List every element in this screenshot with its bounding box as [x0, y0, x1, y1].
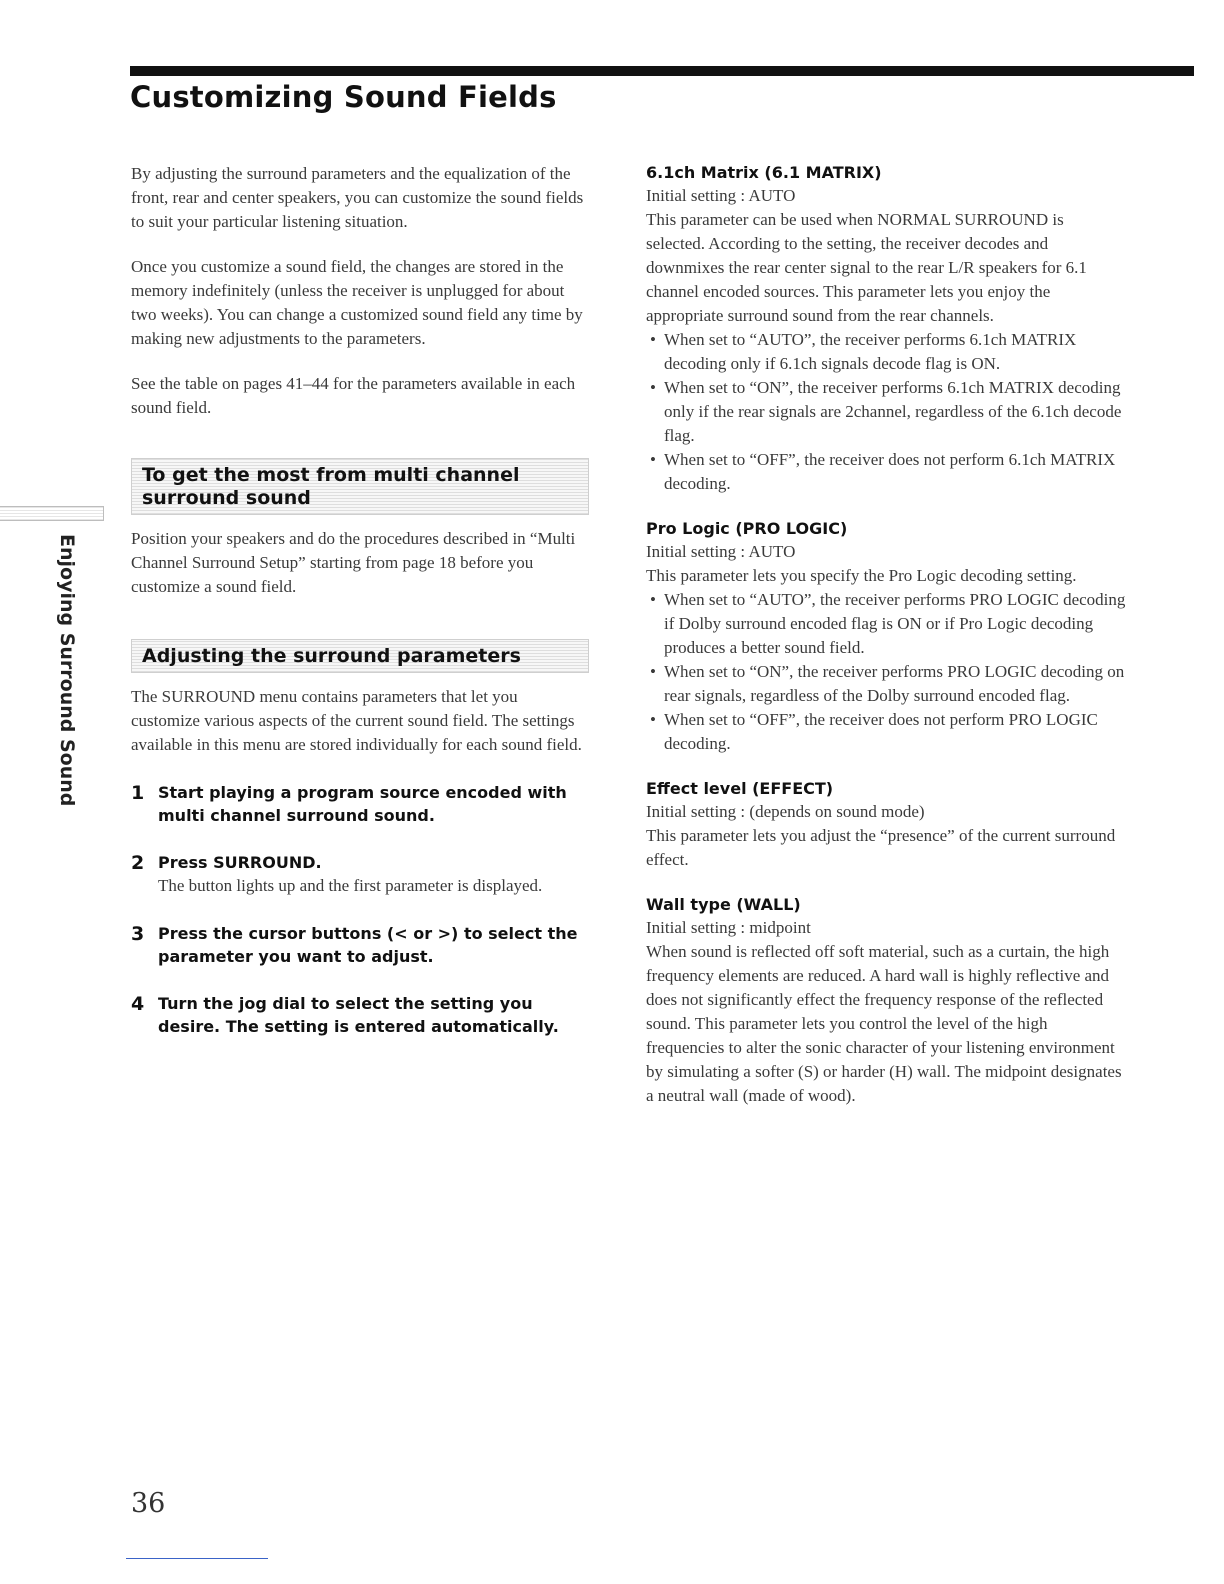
tip-paragraph: Position your speakers and do the procedures described in “Multi Channel Surround Setup” starting from page 18 before you customize a sound field. [131, 529, 576, 596]
step-3 [131, 922, 589, 968]
bullet-item: • When set to “OFF”, the receiver does not perform PRO LOGIC decoding. [646, 708, 1126, 756]
param-description: This parameter lets you specify the Pro Logic decoding setting. [646, 566, 1077, 585]
adjust-paragraph: The SURROUND menu contains parameters that let you customize various aspects of the current sound field. The settings available in this menu are stored individually for each sound field. [131, 687, 582, 754]
param-effect-level [646, 778, 1126, 872]
intro-paragraph: Once you customize a sound field, the changes are stored in the memory indefinitely (unless the receiver is unplugged for about two weeks). You can change a customized sound field any time by making new adjustments to the parameters. [131, 257, 583, 348]
right-column [646, 162, 1126, 1130]
intro-paragraph: See the table on pages 41–44 for the parameters available in each sound field. [131, 374, 576, 417]
step-title: Press the cursor buttons (< or >) to select the parameter you want to adjust. [158, 924, 578, 966]
side-tab-marker [0, 506, 104, 521]
param-initial-setting: Initial setting : AUTO [646, 186, 796, 205]
param-initial-setting: Initial setting : midpoint [646, 918, 811, 937]
step-title: Turn the jog dial to select the setting you desire. The setting is entered automatically. [158, 994, 559, 1036]
param-title: Wall type (WALL) [646, 895, 801, 914]
param-title: 6.1ch Matrix (6.1 MATRIX) [646, 163, 882, 182]
section-heading-text: To get the most from multi channel surround sound [142, 464, 520, 509]
left-column [131, 162, 589, 1062]
param-description: This parameter can be used when NORMAL SURROUND is selected. According to the setting, the receiver decodes and downmixes the rear center signal to the rear L/R speakers for 6.1 channel encoded sources. This parameter lets you enjoy the appropriate surround sound from the rear channels. [646, 210, 1087, 325]
step-2 [131, 851, 589, 898]
param-6-1ch-matrix [646, 162, 1126, 496]
step-number: 1 [131, 782, 145, 804]
param-wall-type [646, 894, 1126, 1108]
step-number: 2 [131, 852, 145, 874]
intro-paragraph: By adjusting the surround parameters and the equalization of the front, rear and center speakers, you can customize the sound fields to suit your particular listening situation. [131, 164, 584, 231]
step-title: Press SURROUND. [158, 853, 322, 872]
footer-rule [126, 1558, 268, 1559]
step-number: 3 [131, 923, 145, 945]
bullet-item: • When set to “AUTO”, the receiver performs 6.1ch MATRIX decoding only if 6.1ch signals decode flag is ON. [646, 328, 1126, 376]
param-description: When sound is reflected off soft material, such as a curtain, the high frequency elements are reduced. A hard wall is highly reflective and does not significantly effect the frequency response of the reflected sound. This parameter lets you control the level of the high frequencies to alter the sonic character of your listening environment by simulating a softer (S) or harder (H) wall. The midpoint designates a neutral wall (made of wood). [646, 942, 1122, 1105]
header-rule [130, 66, 1194, 76]
bullet-item: • When set to “ON”, the receiver performs 6.1ch MATRIX decoding only if the rear signals are 2channel, regardless of the 6.1ch decode flag. [646, 376, 1126, 448]
bullet-item: • When set to “OFF”, the receiver does not perform 6.1ch MATRIX decoding. [646, 448, 1126, 496]
param-bullets [646, 328, 1126, 496]
page-number: 36 [131, 1488, 166, 1519]
side-tab-label: Enjoying Surround Sound [56, 534, 78, 807]
page-title: Customizing Sound Fields [130, 80, 557, 114]
section-heading-adjusting [131, 639, 589, 673]
section-heading-text: Adjusting the surround parameters [142, 645, 521, 667]
param-initial-setting: Initial setting : AUTO [646, 542, 796, 561]
param-initial-setting: Initial setting : (depends on sound mode) [646, 802, 925, 821]
param-description: This parameter lets you adjust the “presence” of the current surround effect. [646, 826, 1116, 869]
bullet-item: • When set to “AUTO”, the receiver performs PRO LOGIC decoding if Dolby surround encoded flag is ON or if Pro Logic decoding produces a better sound field. [646, 588, 1126, 660]
step-number: 4 [131, 993, 145, 1015]
step-4 [131, 992, 589, 1038]
param-title: Effect level (EFFECT) [646, 779, 834, 798]
step-title: Start playing a program source encoded with multi channel surround sound. [158, 783, 567, 825]
param-pro-logic [646, 518, 1126, 756]
section-heading-multichannel [131, 458, 589, 515]
param-title: Pro Logic (PRO LOGIC) [646, 519, 848, 538]
bullet-item: • When set to “ON”, the receiver performs PRO LOGIC decoding on rear signals, regardless of the Dolby surround encoded flag. [646, 660, 1126, 708]
param-bullets [646, 588, 1126, 756]
step-description: The button lights up and the first parameter is displayed. [158, 876, 543, 895]
step-1 [131, 781, 589, 827]
